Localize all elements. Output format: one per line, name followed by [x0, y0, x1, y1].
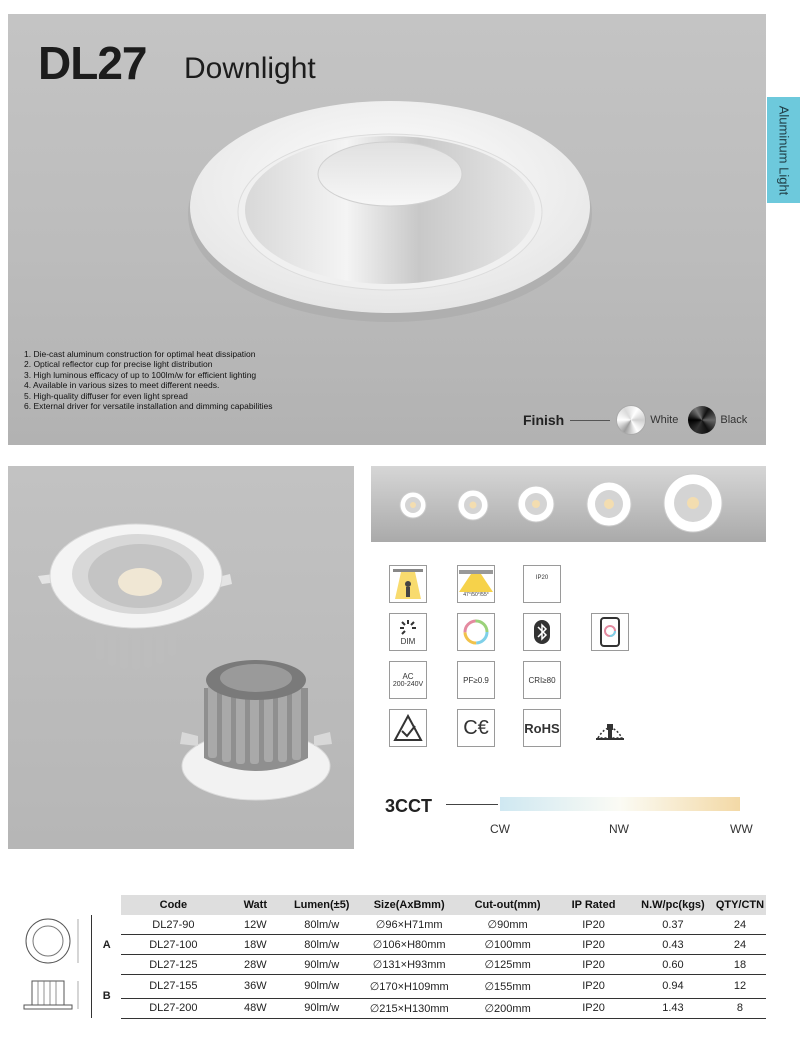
dimension-label-b: B: [102, 990, 111, 1003]
dimension-diagram: [8, 915, 92, 1018]
insulation-cover-icon: [591, 709, 629, 747]
cell-size: ∅96×H71mm: [358, 915, 460, 935]
cell-code: DL27-155: [121, 975, 225, 999]
rohs-text: RoHS: [524, 720, 560, 736]
rcm-certification-icon: [389, 709, 427, 747]
finish-option-white: White: [650, 414, 679, 426]
cell-qty: 24: [714, 935, 766, 955]
cell-lumen: 90lm/w: [285, 998, 358, 1018]
cell-watt: 36W: [225, 975, 285, 999]
beam-angle-text: 47°/50°/55°: [463, 592, 489, 598]
cell-ip: IP20: [555, 955, 632, 975]
cri-icon: [523, 661, 561, 699]
cell-code: DL27-125: [121, 955, 225, 975]
cell-cutout: ∅200mm: [460, 998, 555, 1018]
table-row: [8, 975, 766, 999]
category-label: Aluminum Light: [776, 105, 792, 195]
cell-ip: IP20: [555, 935, 632, 955]
cell-watt: 48W: [225, 998, 285, 1018]
cct-tick-cw: CW: [490, 822, 510, 836]
cell-ip: IP20: [555, 915, 632, 935]
cell-weight: 0.43: [632, 935, 714, 955]
cct-tick-nw: NW: [609, 822, 629, 836]
header-net-weight: N.W/pc(kgs): [632, 895, 714, 915]
lighting-application-icon: [389, 565, 427, 603]
feature-item: 1. Die-cast aluminum construction for optimal heat dissipation: [24, 349, 256, 359]
cell-qty: 8: [714, 998, 766, 1018]
category-side-tab: [767, 97, 800, 203]
ip-rating-text: IP20: [535, 575, 549, 581]
cell-cutout: ∅125mm: [460, 955, 555, 975]
table-row: [8, 998, 766, 1018]
feature-item: 3. High luminous efficacy of up to 100lm/w for efficient lighting: [24, 369, 257, 380]
size-90: [400, 492, 426, 518]
power-factor-icon: [457, 661, 495, 699]
header-size: Size(AxBmm): [358, 895, 460, 915]
beam-angle-icon: [457, 565, 495, 603]
product-photo: [8, 466, 354, 849]
cell-weight: 0.60: [632, 955, 714, 975]
cell-size: ∅131×H93mm: [358, 955, 460, 975]
color-temperature-icon: [457, 613, 495, 651]
header-qty-ctn: QTY/CTN: [714, 895, 766, 915]
cct-divider: [446, 804, 498, 805]
table-row: [8, 935, 766, 955]
cell-weight: 0.94: [632, 975, 714, 999]
voltage-text: 200-240V: [392, 681, 424, 688]
cell-lumen: 90lm/w: [285, 955, 358, 975]
product-photo-illustration: [8, 466, 354, 849]
cri-text: CRI≥80: [528, 675, 556, 685]
cell-watt: 12W: [225, 915, 285, 935]
cell-watt: 28W: [225, 955, 285, 975]
cell-watt: 18W: [225, 935, 285, 955]
table-row: [8, 955, 766, 975]
ce-mark-icon: [457, 709, 495, 747]
finish-label: Finish: [523, 412, 565, 428]
product-code: DL27: [38, 37, 147, 89]
cell-size: ∅170×H109mm: [358, 975, 460, 999]
cell-code: DL27-200: [121, 998, 225, 1018]
header-lumen: Lumen(±5): [285, 895, 358, 915]
header-watt: Watt: [225, 895, 285, 915]
cell-qty: 18: [714, 955, 766, 975]
pf-text: PF≥0.9: [463, 675, 489, 685]
black-finish-swatch: [688, 406, 716, 434]
dim-text: DIM: [400, 636, 416, 646]
size-155: [587, 482, 631, 526]
feature-item: 4. Available in various sizes to meet different needs.: [24, 380, 220, 391]
cell-ip: IP20: [555, 975, 632, 999]
feature-list: [24, 349, 273, 411]
feature-item: 5. High-quality diffuser for even light spread: [24, 390, 188, 401]
specification-table: [8, 895, 766, 1019]
header-cutout: Cut-out(mm): [460, 895, 555, 915]
cell-cutout: ∅155mm: [460, 975, 555, 999]
ce-text: C€: [463, 716, 489, 739]
cell-lumen: 80lm/w: [285, 935, 358, 955]
cell-size: ∅106×H80mm: [358, 935, 460, 955]
size-100: [458, 490, 488, 520]
cell-ip: IP20: [555, 998, 632, 1018]
finish-divider: [570, 420, 610, 421]
dimension-drawing: [8, 915, 91, 1015]
header-code: Code: [121, 895, 225, 915]
dim-header: [92, 895, 122, 915]
finish-options: [523, 410, 757, 430]
feature-item: 2. Optical reflector cup for precise light distribution: [24, 359, 213, 370]
cct-label: 3CCT: [385, 796, 433, 816]
cell-weight: 0.37: [632, 915, 714, 935]
size-200: [664, 474, 722, 532]
product-name: Downlight: [184, 52, 316, 85]
dimension-label-a: A: [102, 938, 111, 951]
cct-tick-ww: WW: [730, 822, 753, 836]
ac-text: AC: [402, 672, 414, 681]
cell-size: ∅215×H130mm: [358, 998, 460, 1018]
voltage-icon: [389, 661, 427, 699]
feature-item: 6. External driver for versatile installation and dimming capabilities: [24, 401, 273, 412]
table-header-row: [8, 895, 766, 915]
cell-lumen: 90lm/w: [285, 975, 358, 999]
cell-cutout: ∅100mm: [460, 935, 555, 955]
diagram-header: [8, 895, 92, 915]
cell-code: DL27-90: [121, 915, 225, 935]
cell-qty: 24: [714, 915, 766, 935]
dimmable-icon: [389, 613, 427, 651]
size-125: [518, 486, 554, 522]
ip-rating-icon: [523, 565, 561, 603]
cell-qty: 12: [714, 975, 766, 999]
rohs-icon: [523, 709, 561, 747]
finish-option-black: Black: [720, 414, 748, 426]
smartphone-app-icon: [591, 613, 629, 651]
cell-lumen: 80lm/w: [285, 915, 358, 935]
cell-weight: 1.43: [632, 998, 714, 1018]
size-range-illustration: [371, 466, 766, 542]
bluetooth-icon: [523, 613, 561, 651]
size-range-strip: [371, 466, 766, 542]
cell-code: DL27-100: [121, 935, 225, 955]
hero-banner: [8, 14, 766, 445]
header-ip-rated: IP Rated: [555, 895, 632, 915]
table-row: [8, 915, 766, 935]
cell-cutout: ∅90mm: [460, 915, 555, 935]
cct-gradient-bar: [500, 797, 740, 811]
